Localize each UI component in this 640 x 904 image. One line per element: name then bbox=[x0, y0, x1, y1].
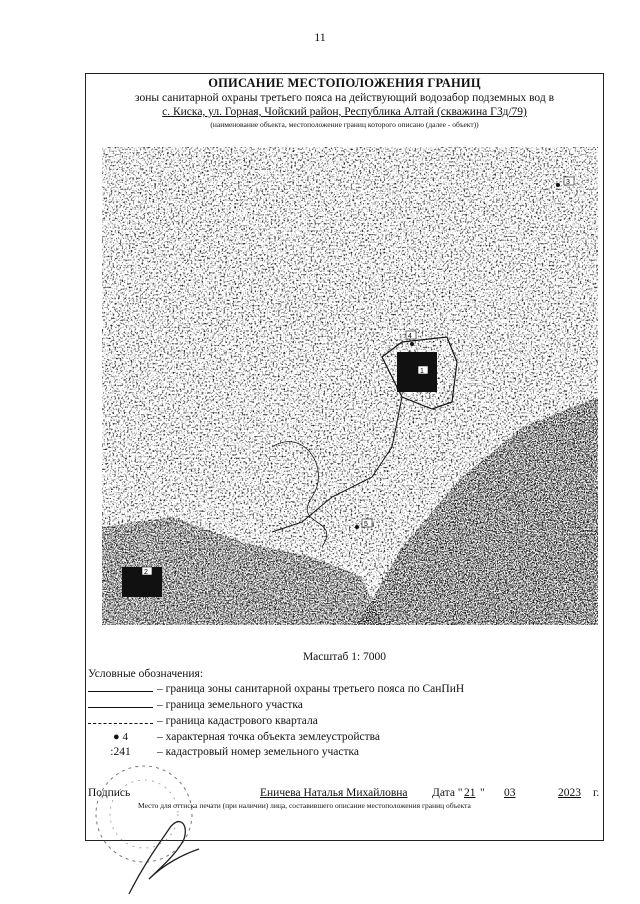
point-label: 3 bbox=[566, 179, 570, 186]
object-description-hint: (наименование объекта, местоположение границ которого описано (далее - объект)) bbox=[210, 120, 479, 129]
signature-label: Подпись bbox=[88, 787, 131, 799]
document-header bbox=[86, 74, 603, 130]
boundary-point bbox=[355, 525, 359, 529]
signature-scribble bbox=[129, 822, 199, 894]
page-number: 11 bbox=[314, 30, 326, 44]
legend-solid-line-symbol bbox=[88, 700, 153, 710]
map-scale: Масштаб 1: 7000 bbox=[302, 651, 387, 663]
date-label: Дата " bbox=[432, 787, 463, 799]
boundary-point bbox=[410, 342, 414, 346]
legend-item-text: – граница зоны санитарной охраны третьего пояса по СанПиН bbox=[157, 683, 465, 695]
legend-title: Условные обозначения: bbox=[88, 668, 204, 680]
object-description-line-1: зоны санитарной охраны третьего пояса на действующий водозабор подземных вод в bbox=[134, 92, 555, 104]
point-label: 2 bbox=[144, 569, 148, 576]
stamp-place-note: Место для оттиска печати (при наличии) лица, составившего описание местоположения границ объекта bbox=[138, 801, 471, 810]
object-description-line-2: с. Киска, ул. Горная, Чойский район, Республика Алтай (скважина ГЗд/79) bbox=[162, 106, 527, 118]
document-title: ОПИСАНИЕ МЕСТОПОЛОЖЕНИЯ ГРАНИЦ bbox=[208, 76, 481, 90]
legend-item-sanpin-boundary bbox=[88, 683, 464, 695]
date-month: 03 bbox=[504, 787, 516, 799]
legend-solid-line-symbol bbox=[88, 684, 153, 694]
date-suffix: г. bbox=[593, 787, 600, 799]
point-label: 4 bbox=[408, 333, 412, 340]
point-label: 5 bbox=[364, 521, 368, 528]
legend-item-text: – граница кадастрового квартала bbox=[157, 715, 318, 727]
building-block bbox=[397, 352, 437, 392]
signer-name: Еничева Наталья Михайловна bbox=[260, 787, 408, 799]
boundary-point bbox=[135, 570, 139, 574]
legend-item-text: – характерная точка объекта землеустройства bbox=[157, 731, 381, 743]
legend-item-characteristic-point bbox=[88, 731, 380, 743]
legend-item-land-plot-boundary bbox=[88, 699, 303, 711]
legend-item-text: – кадастровый номер земельного участка bbox=[157, 746, 360, 758]
date-year: 2023 bbox=[558, 787, 581, 799]
legend-dashed-line-symbol bbox=[88, 716, 153, 726]
satellite-map bbox=[102, 147, 598, 625]
boundary-point bbox=[422, 360, 426, 364]
legend-number-symbol: :241 bbox=[110, 746, 131, 758]
point-label: 1 bbox=[420, 368, 424, 375]
legend-point-symbol: ● 4 bbox=[113, 731, 128, 743]
legend-item-cadastral-boundary bbox=[88, 715, 318, 727]
legend-item-text: – граница земельного участка bbox=[157, 699, 303, 711]
boundary-point bbox=[556, 183, 560, 187]
date-day: 21 bbox=[464, 787, 476, 799]
seal-stamp bbox=[89, 754, 209, 904]
document-frame: ОПИСАНИЕ МЕСТОПОЛОЖЕНИЯ ГРАНИЦ зоны санитарной охраны третьего пояса на действующий водозабор подземных вод в с. Киска, ул. Горная, Чойский район, Республика Алтай (скважина ГЗд/79) (наименование объекта, местоположение границ которого описано (далее - объект)) 4 1 3 2 5 Масштаб 1: 7000 Условные обозначения: – граница зоны санитарной охраны третьего пояса по СанПиН – граница земельного участка – граница кадастрового квартала ● 4 – характерная точка объекта землеустройства :241 – кадастровый номер земельного участка Подпись Еничева Наталья Михайловна Дата " 21 " 03 2023 г. Место для оттиска печати (при наличии) лица, составившего описание местоположения границ объекта bbox=[85, 73, 604, 841]
